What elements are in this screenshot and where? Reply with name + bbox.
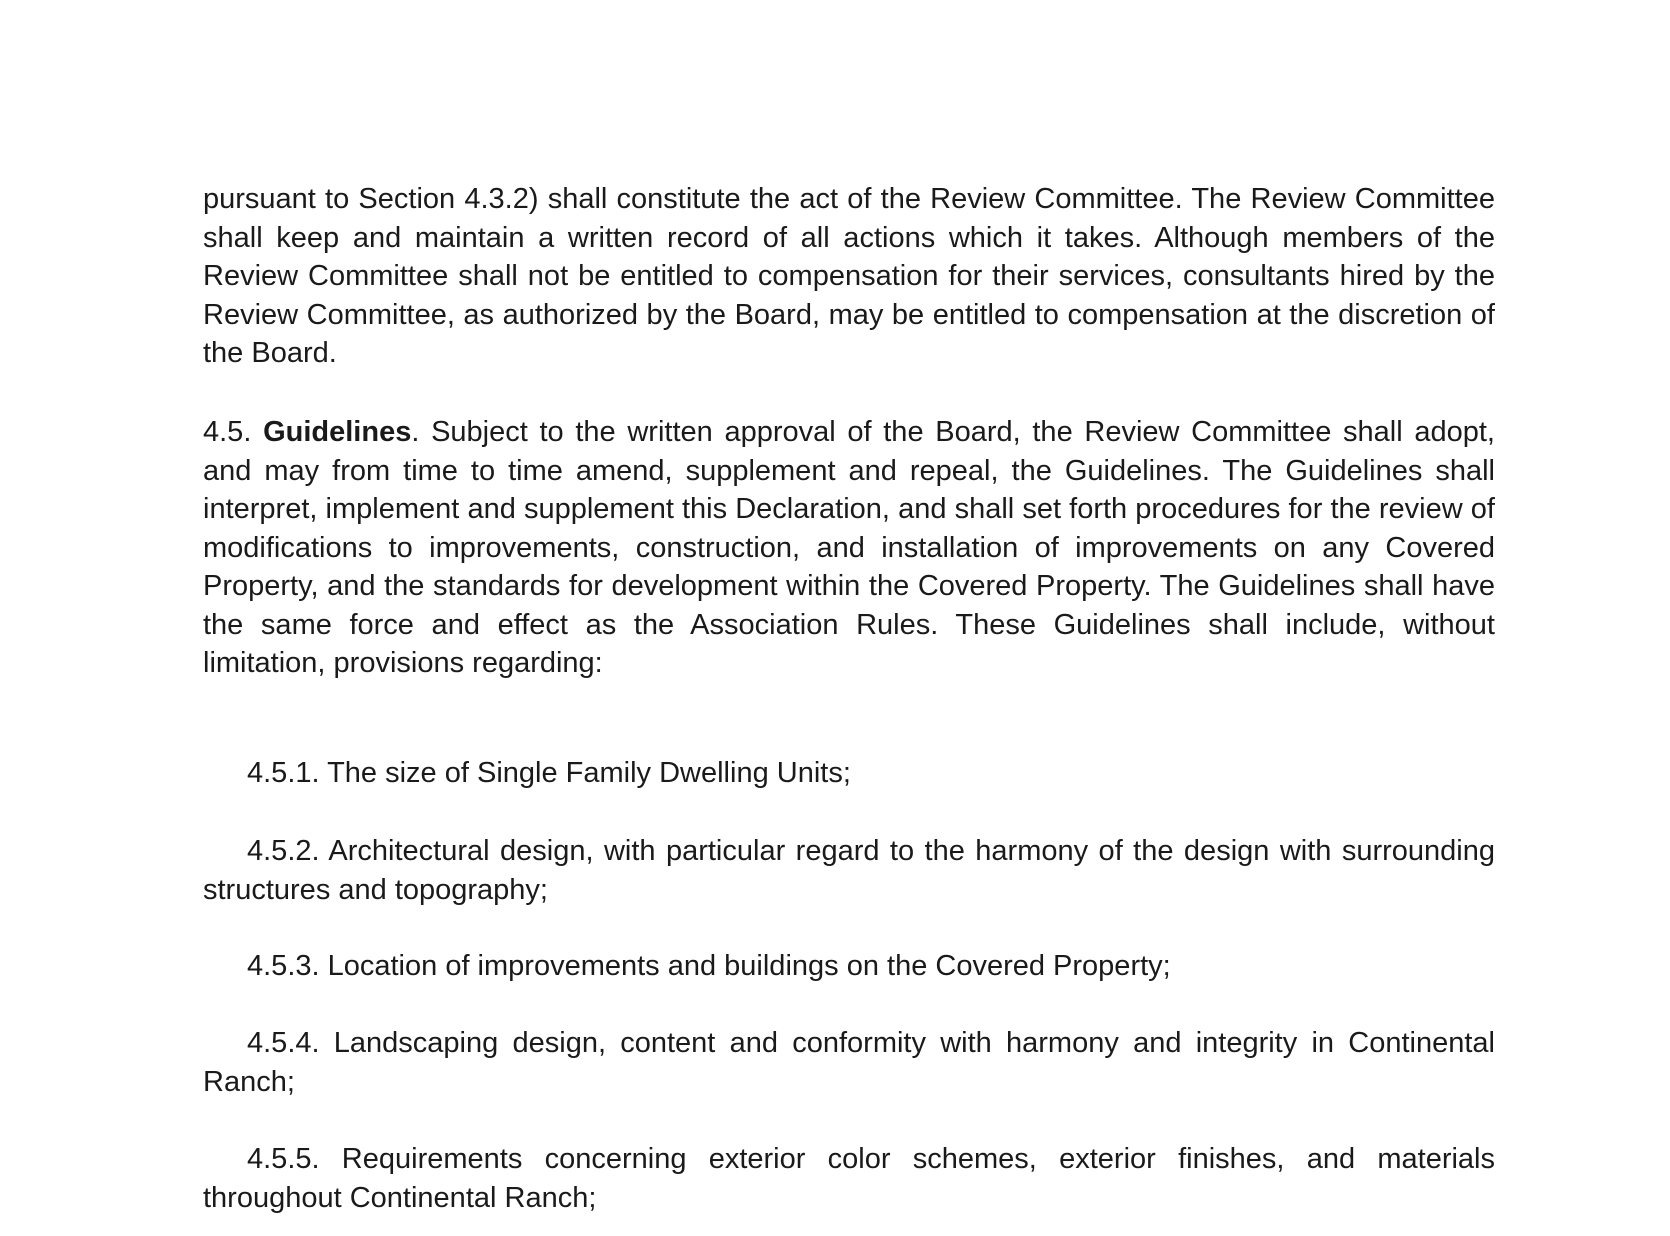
section-body: . Subject to the written approval of the Board, the Review Committee shall adopt, and may from time to time amend, supplement and repeal, the Guidelines. The Guidelines shall interpret, implement and supplement this Declaration, and shall set forth procedures for the review of modifications to improvements, construction, and installation of improvements on any Covered Property, and the standards for development within the Covered Property. The Guidelines shall have the same force and effect as the Association Rules. These Guidelines shall include, without limitation, provisions regarding: (203, 416, 1495, 679)
list-item: 4.5.2. Architectural design, with particular regard to the harmony of the design with surrounding structures and topography; (203, 835, 1495, 906)
section-heading: Guidelines (263, 416, 412, 448)
list-item: 4.5.1. The size of Single Family Dwelling Units; (247, 757, 851, 789)
paragraph-review-committee: pursuant to Section 4.3.2) shall constitute the act of the Review Committee. The Review Committee shall keep and maintain a written record of all actions which it takes. Although members of the Review Committee shall not be entitled to compensation for their services, consultants hired by the Review Committee, as authorized by the Board, may be entitled to compensation at the discretion of the Board. (203, 183, 1495, 369)
list-item: 4.5.3. Location of improvements and buildings on the Covered Property; (247, 950, 1171, 982)
section-4-5-guidelines (203, 413, 1495, 683)
list-item: 4.5.4. Landscaping design, content and conformity with harmony and integrity in Continental Ranch; (203, 1027, 1495, 1098)
section-number: 4.5. (203, 416, 252, 448)
list-item: 4.5.5. Requirements concerning exterior color schemes, exterior finishes, and materials throughout Continental Ranch; (203, 1143, 1495, 1214)
